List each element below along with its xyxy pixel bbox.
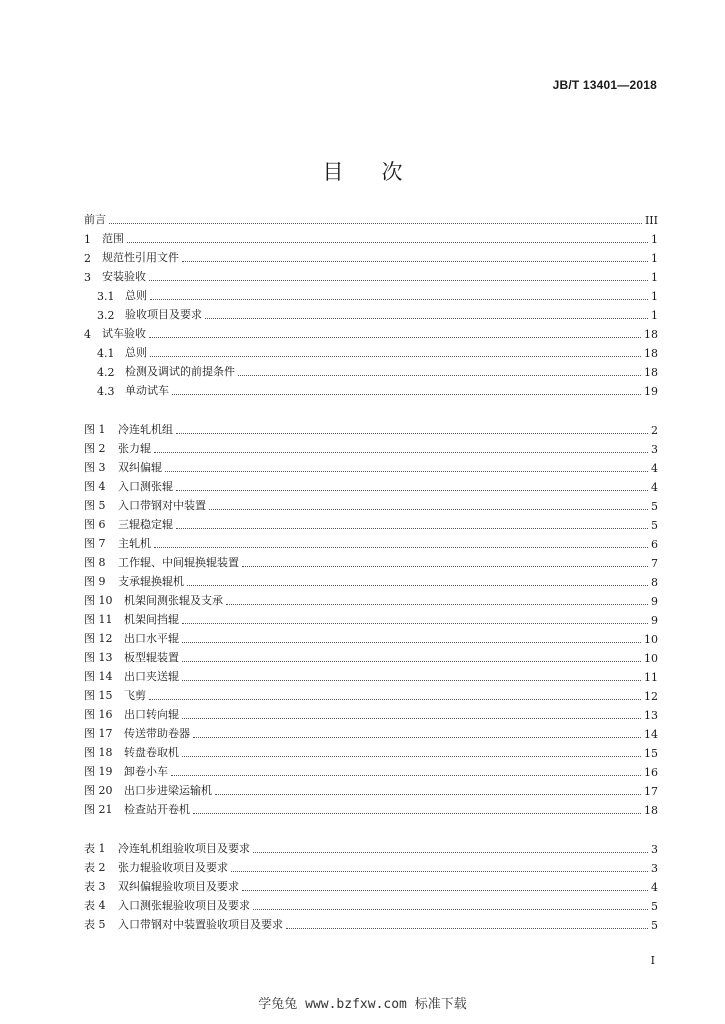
- dot-leader: [109, 223, 642, 224]
- figure-number: 图 18: [84, 746, 113, 759]
- figure-page: 10: [644, 652, 658, 665]
- toc-entry[interactable]: [84, 379, 658, 398]
- figure-label: 出口夹送辊: [124, 670, 179, 683]
- figure-number: 图 8: [84, 556, 106, 569]
- figure-number: 图 1: [84, 423, 106, 436]
- figure-label: 传送带助卷器: [124, 727, 190, 740]
- dot-leader: [205, 318, 648, 319]
- figure-entry[interactable]: [84, 646, 658, 665]
- toc-entry[interactable]: [84, 303, 658, 322]
- toc-entry-number: 4: [84, 328, 91, 341]
- dot-leader: [154, 547, 648, 548]
- toc-entry[interactable]: [84, 265, 658, 284]
- toc-entry[interactable]: [84, 246, 658, 265]
- figure-page: 8: [651, 576, 658, 589]
- figure-number: 图 9: [84, 575, 106, 588]
- toc-entry-page: III: [644, 214, 658, 227]
- figure-entry[interactable]: [84, 494, 658, 513]
- toc-entry-page: 19: [644, 385, 658, 398]
- figure-number: 图 21: [84, 803, 113, 816]
- figure-number: 图 19: [84, 765, 113, 778]
- table-label: 双纠偏辊验收项目及要求: [118, 880, 239, 893]
- toc-entry-number: 3.2: [97, 309, 115, 322]
- figure-label: 出口步进梁运输机: [124, 784, 212, 797]
- toc-figures: [84, 418, 658, 817]
- table-label: 冷连轧机组验收项目及要求: [118, 842, 250, 855]
- dot-leader: [149, 337, 641, 338]
- figure-number: 图 14: [84, 670, 113, 683]
- table-label: 入口带钢对中装置验收项目及要求: [118, 918, 283, 931]
- table-number: 表 4: [84, 899, 106, 912]
- title-part-1: 目: [322, 160, 344, 184]
- figure-page: 4: [651, 462, 658, 475]
- dot-leader: [171, 775, 641, 776]
- table-page: 3: [651, 862, 658, 875]
- figure-number: 图 6: [84, 518, 106, 531]
- dot-leader: [182, 661, 641, 662]
- table-entry[interactable]: [84, 856, 658, 875]
- table-page: 4: [651, 881, 658, 894]
- table-entry[interactable]: [84, 837, 658, 856]
- dot-leader: [182, 623, 648, 624]
- figure-page: 12: [644, 690, 658, 703]
- standard-code: JB/T 13401—2018: [552, 78, 657, 92]
- watermark-text: 学兔兔 www.bzfxw.com 标准下载: [258, 997, 467, 1012]
- dot-leader: [209, 509, 648, 510]
- figure-number: 图 11: [84, 613, 113, 626]
- table-page: 3: [651, 843, 658, 856]
- figure-number: 图 5: [84, 499, 106, 512]
- figure-page: 6: [651, 538, 658, 551]
- figure-label: 转盘卷取机: [124, 746, 179, 759]
- dot-leader: [154, 452, 648, 453]
- dot-leader: [215, 794, 641, 795]
- toc-entry-label: 试车验收: [102, 327, 146, 340]
- figure-label: 支承辊换辊机: [118, 575, 184, 588]
- dot-leader: [242, 566, 648, 567]
- dot-leader: [150, 299, 648, 300]
- figure-label: 飞剪: [124, 689, 146, 702]
- toc-entry-page: 1: [651, 271, 658, 284]
- dot-leader: [286, 928, 648, 929]
- dot-leader: [182, 718, 641, 719]
- dot-leader: [242, 890, 648, 891]
- toc-entry-number: 3.1: [97, 290, 115, 303]
- figure-entry[interactable]: [84, 551, 658, 570]
- figure-label: 出口转向辊: [124, 708, 179, 721]
- toc-entry-label: 总则: [125, 289, 147, 302]
- figure-page: 9: [651, 614, 658, 627]
- toc-entry[interactable]: [84, 208, 658, 227]
- table-entry[interactable]: [84, 894, 658, 913]
- figure-entry[interactable]: [84, 779, 658, 798]
- table-label: 张力辊验收项目及要求: [118, 861, 228, 874]
- figure-page: 10: [644, 633, 658, 646]
- figure-entry[interactable]: [84, 608, 658, 627]
- dot-leader: [231, 871, 648, 872]
- figure-entry[interactable]: [84, 570, 658, 589]
- toc-entry-label: 验收项目及要求: [125, 308, 202, 321]
- figure-label: 检查站开卷机: [124, 803, 190, 816]
- figure-page: 9: [651, 595, 658, 608]
- dot-leader: [149, 699, 641, 700]
- figure-page: 16: [644, 766, 658, 779]
- page-title: [0, 156, 725, 186]
- figure-page: 15: [644, 747, 658, 760]
- dot-leader: [172, 394, 641, 395]
- table-number: 表 2: [84, 861, 106, 874]
- toc-entry-label: 规范性引用文件: [102, 251, 179, 264]
- figure-number: 图 16: [84, 708, 113, 721]
- dot-leader: [149, 280, 648, 281]
- figure-entry[interactable]: [84, 703, 658, 722]
- figure-page: 2: [651, 424, 658, 437]
- figure-page: 7: [651, 557, 658, 570]
- figure-page: 3: [651, 443, 658, 456]
- figure-page: 4: [651, 481, 658, 494]
- table-page: 5: [651, 919, 658, 932]
- table-page: 5: [651, 900, 658, 913]
- dot-leader: [226, 604, 648, 605]
- dot-leader: [253, 852, 648, 853]
- figure-entry[interactable]: [84, 665, 658, 684]
- toc-entry-number: 1: [84, 233, 91, 246]
- dot-leader: [182, 680, 641, 681]
- figure-number: 图 2: [84, 442, 106, 455]
- figure-label: 入口带钢对中装置: [118, 499, 206, 512]
- toc-entry[interactable]: [84, 284, 658, 303]
- table-label: 入口测张辊验收项目及要求: [118, 899, 250, 912]
- figure-entry[interactable]: [84, 589, 658, 608]
- figure-entry[interactable]: [84, 798, 658, 817]
- page-number: I: [650, 954, 655, 967]
- toc-entry-page: 18: [644, 366, 658, 379]
- figure-label: 冷连轧机组: [118, 423, 173, 436]
- table-number: 表 3: [84, 880, 106, 893]
- figure-label: 机架间测张辊及支承: [124, 594, 223, 607]
- dot-leader: [238, 375, 641, 376]
- toc-tables: [84, 837, 658, 932]
- toc-entry-label: 前言: [84, 213, 106, 226]
- toc-entry-number: 2: [84, 252, 91, 265]
- figure-entry[interactable]: [84, 456, 658, 475]
- figure-page: 13: [644, 709, 658, 722]
- dot-leader: [165, 471, 648, 472]
- figure-entry[interactable]: [84, 532, 658, 551]
- toc-entry[interactable]: [84, 360, 658, 379]
- figure-label: 张力辊: [118, 442, 151, 455]
- toc-entry-number: 4.3: [97, 385, 115, 398]
- figure-label: 主轧机: [118, 537, 151, 550]
- toc-sections: [84, 208, 658, 398]
- toc-entry-number: 4.2: [97, 366, 115, 379]
- dot-leader: [182, 756, 641, 757]
- figure-label: 出口水平辊: [124, 632, 179, 645]
- figure-page: 14: [644, 728, 658, 741]
- dot-leader: [182, 642, 641, 643]
- toc-entry-label: 安装验收: [102, 270, 146, 283]
- figure-entry[interactable]: [84, 437, 658, 456]
- figure-number: 图 12: [84, 632, 113, 645]
- dot-leader: [176, 528, 648, 529]
- table-entry[interactable]: [84, 875, 658, 894]
- figure-label: 三辊稳定辊: [118, 518, 173, 531]
- figure-page: 18: [644, 804, 658, 817]
- figure-number: 图 10: [84, 594, 113, 607]
- figure-number: 图 15: [84, 689, 113, 702]
- toc-entry[interactable]: [84, 227, 658, 246]
- figure-entry[interactable]: [84, 741, 658, 760]
- figure-page: 17: [644, 785, 658, 798]
- figure-number: 图 7: [84, 537, 106, 550]
- figure-entry[interactable]: [84, 627, 658, 646]
- figure-number: 图 3: [84, 461, 106, 474]
- figure-number: 图 20: [84, 784, 113, 797]
- figure-entry[interactable]: [84, 684, 658, 703]
- table-number: 表 1: [84, 842, 106, 855]
- figure-label: 机架间挡辊: [124, 613, 179, 626]
- title-part-2: 次: [381, 160, 403, 184]
- figure-number: 图 13: [84, 651, 113, 664]
- figure-page: 5: [651, 519, 658, 532]
- figure-number: 图 4: [84, 480, 106, 493]
- toc-entry-label: 范围: [102, 232, 124, 245]
- toc-entry[interactable]: [84, 322, 658, 341]
- figure-entry[interactable]: [84, 722, 658, 741]
- toc-entry-page: 1: [651, 309, 658, 322]
- dot-leader: [127, 242, 648, 243]
- figure-entry[interactable]: [84, 418, 658, 437]
- toc-entry-label: 单动试车: [125, 384, 169, 397]
- table-number: 表 5: [84, 918, 106, 931]
- dot-leader: [187, 585, 648, 586]
- figure-page: 11: [644, 671, 658, 684]
- figure-entry[interactable]: [84, 513, 658, 532]
- figure-label: 入口测张辊: [118, 480, 173, 493]
- dot-leader: [193, 813, 641, 814]
- dot-leader: [193, 737, 641, 738]
- figure-page: 5: [651, 500, 658, 513]
- dot-leader: [150, 356, 641, 357]
- figure-number: 图 17: [84, 727, 113, 740]
- figure-entry[interactable]: [84, 760, 658, 779]
- figure-label: 板型辊装置: [124, 651, 179, 664]
- figure-entry[interactable]: [84, 475, 658, 494]
- toc-entry-number: 3: [84, 271, 91, 284]
- toc-entry-label: 总则: [125, 346, 147, 359]
- toc-entry-page: 1: [651, 252, 658, 265]
- toc-entry-label: 检测及调试的前提条件: [125, 365, 235, 378]
- toc-entry-page: 1: [651, 290, 658, 303]
- toc-entry-page: 18: [644, 347, 658, 360]
- toc-entry[interactable]: [84, 341, 658, 360]
- figure-label: 卸卷小车: [124, 765, 168, 778]
- dot-leader: [182, 261, 648, 262]
- toc-entry-number: 4.1: [97, 347, 115, 360]
- toc-entry-page: 18: [644, 328, 658, 341]
- dot-leader: [253, 909, 648, 910]
- table-entry[interactable]: [84, 913, 658, 932]
- dot-leader: [176, 433, 648, 434]
- figure-label: 工作辊、中间辊换辊装置: [118, 556, 239, 569]
- figure-label: 双纠偏辊: [118, 461, 162, 474]
- dot-leader: [176, 490, 648, 491]
- toc-entry-page: 1: [651, 233, 658, 246]
